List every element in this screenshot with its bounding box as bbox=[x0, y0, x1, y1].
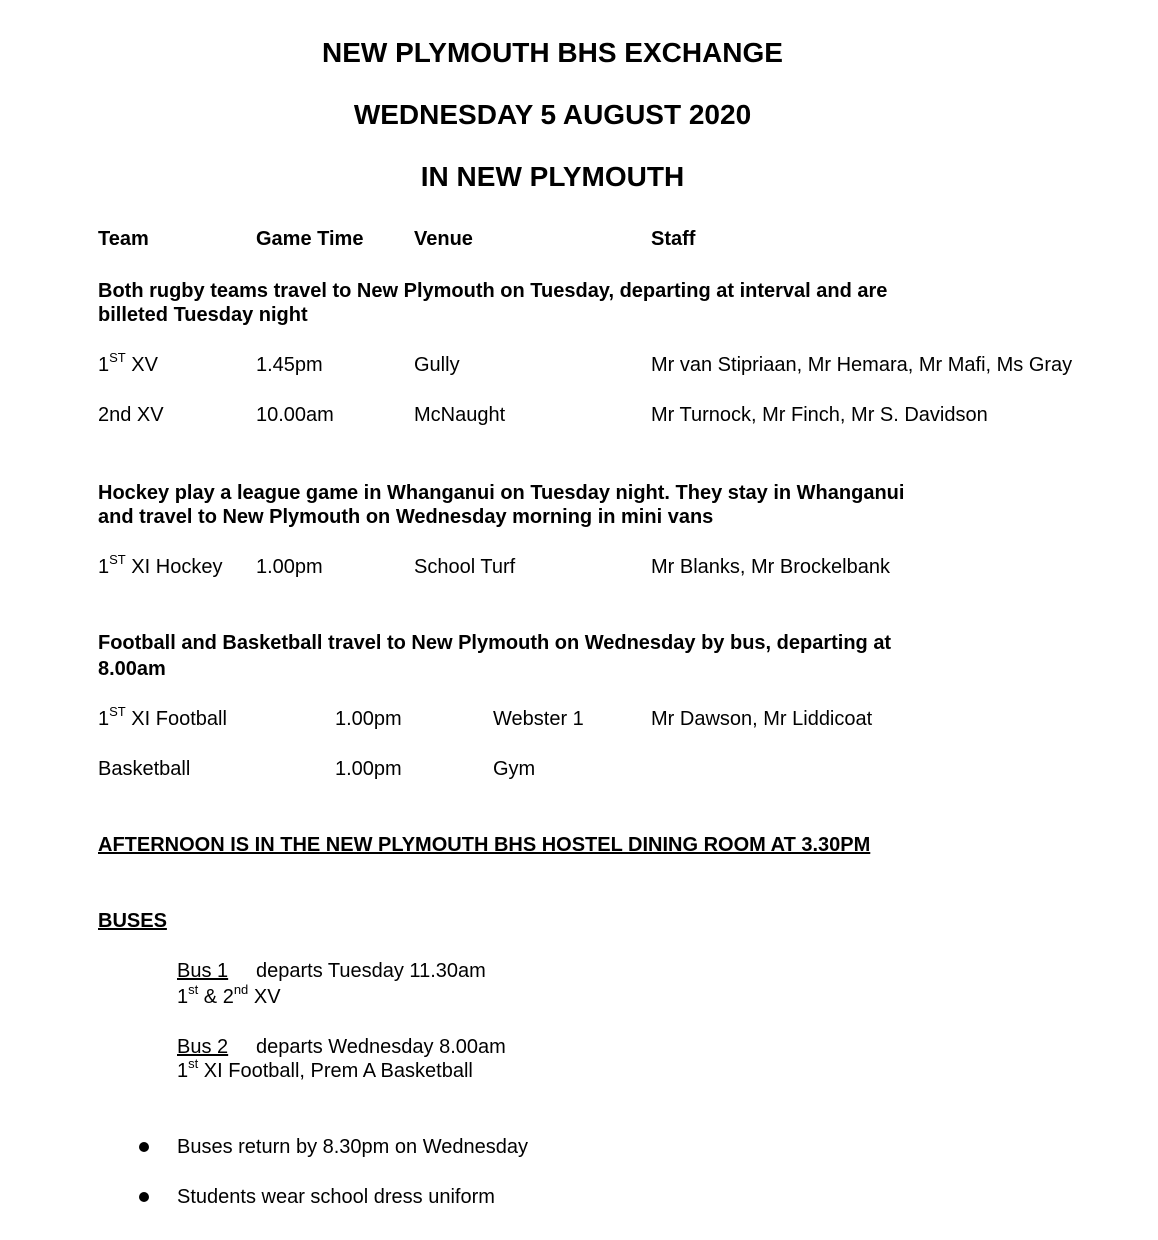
bus-label: Bus 1 bbox=[177, 960, 229, 982]
game-time: 1.00pm bbox=[335, 758, 402, 780]
team-name: 1ST XV bbox=[98, 350, 158, 376]
venue: School Turf bbox=[414, 556, 516, 578]
team-name: 1ST XI Hockey bbox=[98, 552, 223, 578]
football-note-line-1: Football and Basketball travel to New Plymouth on Wednesday by bus, departing at bbox=[98, 632, 892, 654]
team-name: 2nd XV bbox=[98, 404, 164, 426]
column-header-game-time: Game Time bbox=[256, 228, 364, 250]
bus-departure: departs Wednesday 8.00am bbox=[256, 1036, 506, 1058]
team-name: 1ST XI Football bbox=[98, 704, 227, 730]
bus-teams: 1st XI Football, Prem A Basketball bbox=[177, 1056, 473, 1082]
staff: Mr van Stipriaan, Mr Hemara, Mr Mafi, Ms Gray bbox=[651, 354, 1073, 376]
game-time: 1.45pm bbox=[256, 354, 323, 376]
team-name: Basketball bbox=[98, 758, 191, 780]
document-date: WEDNESDAY 5 AUGUST 2020 bbox=[353, 99, 752, 130]
column-header-team: Team bbox=[98, 228, 149, 250]
rugby-note-line-1: Both rugby teams travel to New Plymouth on Tuesday, departing at interval and are bbox=[98, 280, 888, 302]
column-header-venue: Venue bbox=[414, 228, 473, 250]
bus-label: Bus 2 bbox=[177, 1036, 229, 1058]
bullet-icon bbox=[139, 1192, 149, 1202]
hockey-note-line-1: Hockey play a league game in Whanganui on Tuesday night. They stay in Whanganui bbox=[98, 482, 905, 504]
game-time: 1.00pm bbox=[335, 708, 402, 730]
list-item-text: Buses return by 8.30pm on Wednesday bbox=[177, 1136, 528, 1158]
rugby-note-line-2: billeted Tuesday night bbox=[98, 304, 308, 326]
bullet-icon bbox=[139, 1142, 149, 1152]
afternoon-notice: AFTERNOON IS IN THE NEW PLYMOUTH BHS HOSTEL DINING ROOM AT 3.30PM bbox=[98, 834, 871, 856]
document-title: NEW PLYMOUTH BHS EXCHANGE bbox=[321, 37, 783, 68]
hockey-note-line-2: and travel to New Plymouth on Wednesday morning in mini vans bbox=[98, 506, 714, 528]
buses-heading: BUSES bbox=[98, 910, 167, 932]
venue: Webster 1 bbox=[493, 708, 584, 730]
football-note-line-2: 8.00am bbox=[98, 658, 166, 680]
staff: Mr Turnock, Mr Finch, Mr S. Davidson bbox=[651, 404, 988, 426]
venue: Gym bbox=[493, 758, 536, 780]
bus-teams: 1st & 2nd XV bbox=[177, 982, 281, 1008]
staff: Mr Dawson, Mr Liddicoat bbox=[651, 708, 873, 730]
game-time: 10.00am bbox=[256, 404, 334, 426]
column-header-staff: Staff bbox=[651, 228, 696, 250]
document-location: IN NEW PLYMOUTH bbox=[420, 161, 685, 192]
venue: McNaught bbox=[414, 404, 506, 426]
game-time: 1.00pm bbox=[256, 556, 323, 578]
staff: Mr Blanks, Mr Brockelbank bbox=[651, 556, 890, 578]
list-item-text: Students wear school dress uniform bbox=[177, 1186, 495, 1208]
bus-departure: departs Tuesday 11.30am bbox=[256, 960, 486, 982]
venue: Gully bbox=[414, 354, 460, 376]
